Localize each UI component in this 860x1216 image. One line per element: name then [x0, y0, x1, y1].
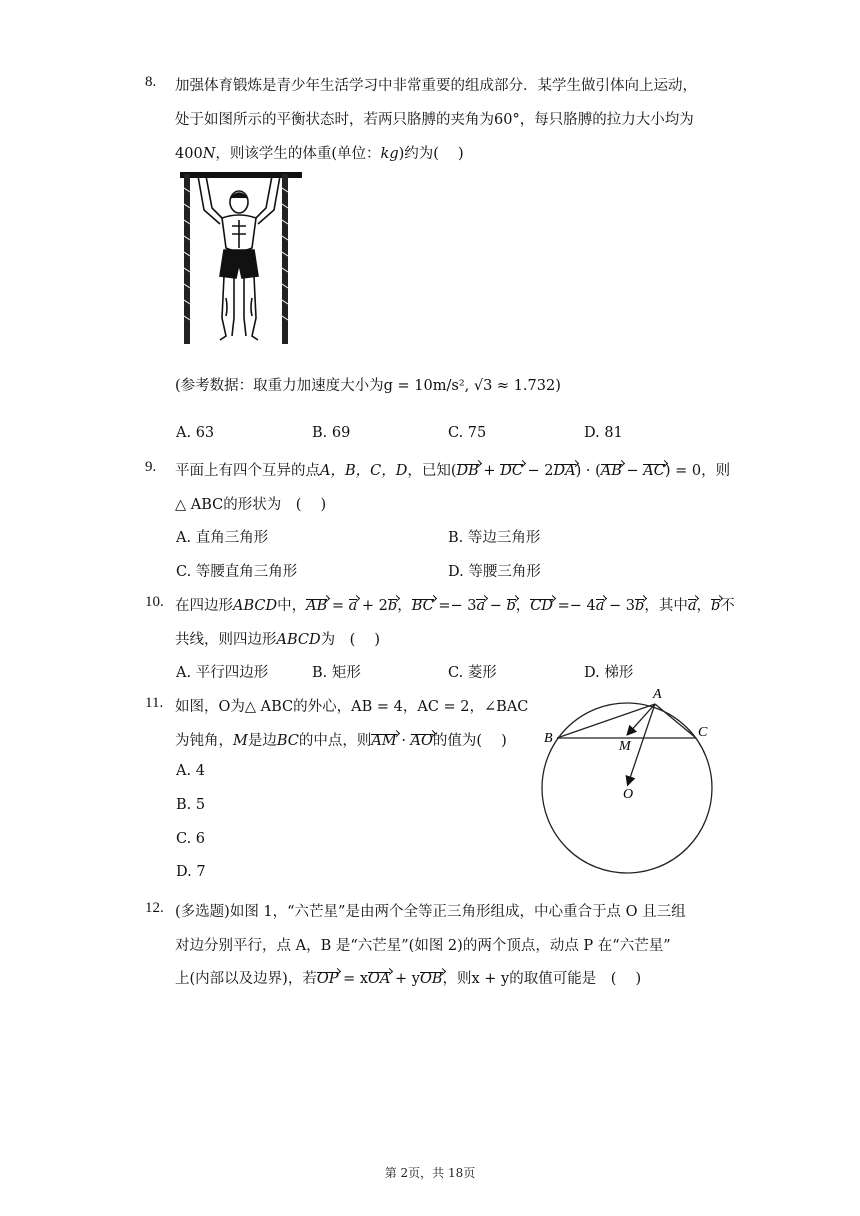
q8-text-line3	[175, 142, 464, 163]
q10-text-line1	[175, 594, 735, 615]
q8-option-b[interactable]: B. 69	[312, 425, 351, 441]
q10-line1-start: 在四边形	[175, 598, 233, 614]
label-c: C	[698, 725, 708, 740]
q8-force-unit: N	[202, 146, 216, 162]
q11-option-a[interactable]: A. 4	[176, 763, 205, 779]
q9-option-d[interactable]: D. 等腰三角形	[448, 564, 541, 580]
q8-option-d[interactable]: D. 81	[584, 425, 623, 441]
q11-text-line1: 如图，O为△ ABC的外心，AB = 4，AC = 2，∠BAC	[175, 699, 529, 715]
vector-a: a	[595, 598, 605, 614]
q10-tail1: ，其中	[644, 598, 688, 614]
q11-option-b[interactable]: B. 5	[176, 797, 206, 813]
q12-line3-end: ，则x + y的取值可能是 ( )	[442, 971, 642, 987]
vector-ac: AC	[643, 463, 665, 479]
vector-oa: OA	[368, 971, 391, 987]
q11-text-line2	[175, 729, 507, 750]
q9-minus: −	[621, 463, 644, 479]
q10-sep2: ，	[515, 598, 531, 614]
q10-quad: ABCD	[233, 598, 278, 614]
q10-option-b[interactable]: B. 矩形	[312, 665, 361, 681]
q9-minus-2: − 2	[522, 463, 554, 479]
q10-tail2: 不	[720, 598, 735, 614]
vector-b: b	[506, 598, 516, 614]
q8-line3-mid: ，则该学生的体重(单位：	[215, 146, 381, 162]
q10-text-line2	[175, 628, 380, 649]
page-footer: 第 2页，共 18页	[384, 1166, 476, 1180]
label-m: M	[619, 739, 631, 754]
vector-b: b	[635, 598, 645, 614]
q10-eq2: =− 3	[433, 598, 477, 614]
vector-ab: AB	[306, 598, 328, 614]
q10-option-d[interactable]: D. 梯形	[584, 665, 634, 681]
q10-t3: − 3	[604, 598, 636, 614]
q9-text-line2: △ ABC的形状为 ( )	[175, 497, 327, 513]
q12-text-line3	[175, 967, 641, 988]
label-o: O	[623, 787, 634, 802]
q9-known: ，已知(	[407, 463, 457, 479]
person-figure	[198, 176, 280, 340]
q10-option-a[interactable]: A. 平行四边形	[176, 665, 269, 681]
q8-option-a[interactable]: A. 63	[176, 425, 215, 441]
q11-dot: ·	[396, 733, 411, 749]
q8-reference-data: (参考数据：取重力加速度大小为g = 10m/s², √3 ≈ 1.732)	[175, 378, 561, 394]
q11-option-d[interactable]: D. 7	[176, 864, 206, 880]
q8-kg-unit: kg	[380, 146, 399, 162]
q12-line3-start: 上(内部以及边界)，若	[175, 971, 317, 987]
vector-b: b	[710, 598, 721, 614]
vector-am: AM	[371, 733, 397, 749]
q8-line3-end: )约为( )	[398, 146, 464, 162]
label-a: A	[653, 687, 662, 702]
q9-end: ) = 0，则	[664, 463, 731, 479]
segment-ac	[655, 704, 696, 738]
vector-b: b	[387, 598, 398, 614]
q10-line2-start: 共线，则四边形	[175, 632, 277, 648]
q9-dot: ) · (	[575, 463, 601, 479]
q12-text-line1: (多选题)如图 1，“六芒星”是由两个全等正三角形组成，中心重合于点 O 且三组	[175, 904, 686, 920]
vector-dc: DC	[500, 463, 523, 479]
q8-force-value: 400	[175, 146, 203, 162]
question-10-number: 10.	[145, 594, 164, 610]
vector-a: a	[348, 598, 358, 614]
vector-a: a	[476, 598, 486, 614]
q10-line2-end: 为 ( )	[320, 632, 381, 648]
q8-option-c[interactable]: C. 75	[448, 425, 487, 441]
q12-text-line2: 对边分别平行，点 A，B 是“六芒星”(如图 2)的两个顶点，动点 P 在“六芒星”	[175, 938, 671, 954]
q11-line2-start: 为钝角，	[175, 733, 233, 749]
q9-text-line1	[175, 459, 730, 480]
vector-db: DB	[456, 463, 479, 479]
q12-eqx: = x	[338, 971, 369, 987]
q9-option-a[interactable]: A. 直角三角形	[176, 530, 269, 546]
question-8-number: 8.	[145, 74, 157, 90]
q9-plus: +	[478, 463, 501, 479]
q9-line1-start: 平面上有四个互异的点	[175, 463, 320, 479]
vector-op: OP	[316, 971, 339, 987]
q10-option-c[interactable]: C. 菱形	[448, 665, 497, 681]
q10-t1: + 2	[357, 598, 388, 614]
q9-points: A，B，C，D	[320, 463, 408, 479]
question-11-number: 11.	[145, 695, 164, 711]
q10-in: 中，	[277, 598, 307, 614]
circumcircle-diagram	[530, 680, 730, 880]
q11-edge: 是边	[247, 733, 277, 749]
q10-t2: −	[485, 598, 507, 614]
left-post	[184, 174, 190, 344]
q8-text-line2: 处于如图所示的平衡状态时，若两只胳膊的夹角为60°，每只胳膊的拉力大小均为	[175, 112, 694, 128]
q8-text-line1: 加强体育锻炼是青少年生活学习中非常重要的组成部分．某学生做引体向上运动，	[175, 78, 697, 94]
q9-option-c[interactable]: C. 等腰直角三角形	[176, 564, 298, 580]
q11-m: M	[233, 733, 248, 749]
vector-a: a	[687, 598, 697, 614]
q11-end: 的值为( )	[432, 733, 507, 749]
vector-ab: AB	[600, 463, 622, 479]
vector-ao-arrow	[628, 704, 655, 784]
vector-ao: AO	[410, 733, 433, 749]
vector-ob: OB	[419, 971, 443, 987]
question-9-number: 9.	[145, 459, 157, 475]
q12-py: + y	[390, 971, 420, 987]
right-post	[282, 174, 288, 344]
q11-option-c[interactable]: C. 6	[176, 831, 206, 847]
vector-cd: CD	[530, 598, 554, 614]
pullup-figure	[176, 168, 306, 348]
question-12-number: 12.	[145, 900, 164, 916]
q10-eq3: =− 4	[553, 598, 596, 614]
vector-bc: BC	[411, 598, 434, 614]
q10-sep1: ，	[397, 598, 412, 614]
q9-option-b[interactable]: B. 等边三角形	[448, 530, 541, 546]
q10-eq1: =	[327, 598, 349, 614]
q10-comma: ，	[696, 598, 711, 614]
vector-da: DA	[553, 463, 576, 479]
q11-bc: BC	[276, 733, 299, 749]
label-b: B	[544, 731, 553, 746]
q10-quad-2: ABCD	[276, 632, 321, 648]
q11-mid: 的中点，则	[298, 733, 372, 749]
